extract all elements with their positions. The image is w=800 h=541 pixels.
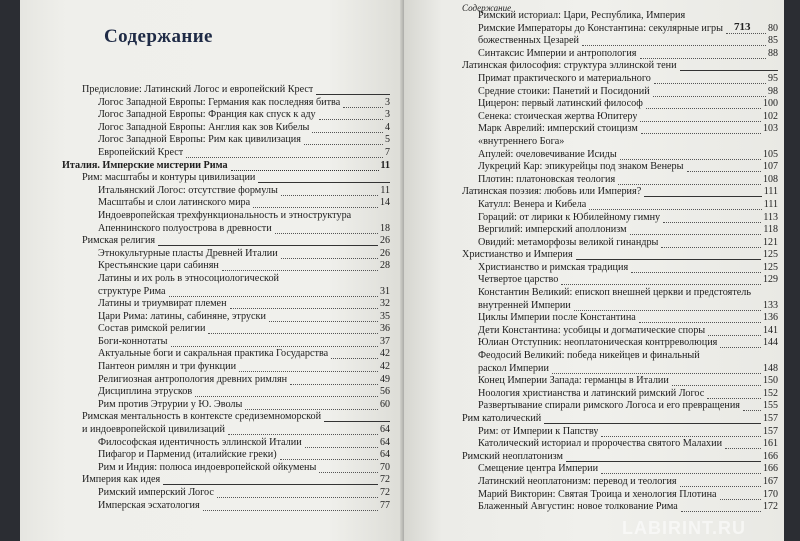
- toc-entry: [462, 35, 778, 48]
- toc-entry-page: 88: [768, 47, 778, 59]
- toc-leader-dots: [275, 233, 378, 234]
- toc-entry-title: Рим: от Империи к Папству: [478, 425, 599, 437]
- toc-entry-title: Римские Императоры до Константина: секулярные игры: [478, 22, 723, 34]
- toc-entry-title: Предисловие: Латинский Логос и европейский Крест: [82, 84, 314, 95]
- toc-leader-dots: [316, 94, 390, 95]
- toc-entry: [462, 363, 778, 376]
- page-title: Содержание: [104, 26, 213, 47]
- toc-entry-title: Латинская поэзия: любовь или Империя?: [462, 186, 642, 198]
- toc-entry-page: 105: [763, 148, 778, 160]
- toc-entry-page: 42: [380, 348, 390, 360]
- toc-leader-dots: [231, 170, 379, 171]
- toc-leader-dots: [281, 195, 378, 196]
- toc-entry: [82, 185, 390, 198]
- toc-entry-page: 136: [763, 312, 778, 324]
- toc-leader-dots: [343, 107, 383, 108]
- toc-entry-page: 35: [380, 310, 390, 322]
- toc-entry-page: 37: [380, 335, 390, 347]
- toc-entry-page: 98: [768, 85, 778, 97]
- toc-leader-dots: [544, 423, 761, 424]
- toc-entry: [82, 424, 390, 437]
- toc-entry-title: Юлиан Отступник: неоплатоническая контрреволюция: [478, 337, 718, 349]
- toc-leader-dots: [641, 133, 761, 134]
- toc-entry-page: 64: [380, 436, 390, 448]
- toc-entry-page: 95: [768, 72, 778, 84]
- toc-entry-title: Римская религия: [82, 235, 156, 247]
- toc-leader-dots: [708, 335, 761, 336]
- toc-leader-dots: [566, 461, 761, 462]
- toc-entry-page: 148: [763, 362, 778, 374]
- toc-entry: [462, 224, 778, 237]
- toc-entry-page: 11: [380, 159, 390, 171]
- toc-entry-page: 7: [385, 146, 390, 158]
- toc-entry: [82, 97, 390, 110]
- left-page: [20, 0, 404, 541]
- toc-entry: [462, 199, 778, 212]
- toc-leader-dots: [672, 385, 761, 386]
- toc-entry: [82, 248, 390, 261]
- toc-entry: [82, 474, 390, 487]
- toc-entry-page: 113: [763, 211, 778, 223]
- toc-entry-title: Марий Викторин: Святая Троица и хенология Плотина: [478, 488, 717, 500]
- toc-entry-page: 150: [763, 375, 778, 387]
- toc-entry-title: Пифагор и Парменид (италийские греки): [98, 449, 277, 461]
- toc-leader-dots: [269, 321, 378, 322]
- toc-entry-title: Цицерон: первый латинский философ: [478, 98, 643, 110]
- toc-entry: [462, 23, 778, 36]
- toc-leader-dots: [653, 96, 766, 97]
- toc-entry-page: 64: [380, 449, 390, 461]
- toc-entry-page: 56: [380, 386, 390, 398]
- toc-entry: [462, 237, 778, 250]
- toc-entry-page: 14: [380, 197, 390, 209]
- toc-entry-title: Христианство и римская традиция: [478, 261, 629, 273]
- toc-entry: [82, 500, 390, 513]
- toc-entry: [462, 489, 778, 502]
- toc-entry: [462, 186, 778, 199]
- toc-leader-dots: [720, 347, 761, 348]
- toc-entry-title: Религиозная антропология древних римлян: [98, 373, 288, 385]
- toc-entry-title: Смещение центра Империи: [478, 463, 599, 475]
- toc-entry-title: структуре Рима: [98, 285, 166, 297]
- toc-entry-page: 3: [385, 96, 390, 108]
- toc-entry-title: Римский неоплатонизм: [462, 450, 563, 462]
- toc-entry: [462, 212, 778, 225]
- toc-leader-dots: [281, 258, 378, 259]
- toc-entry: [462, 174, 778, 187]
- toc-leader-dots: [726, 33, 766, 34]
- toc-entry-title: Рим против Этрурии у Ю. Эволы: [98, 398, 243, 410]
- toc-leader-dots: [186, 157, 383, 158]
- toc-entry: [462, 388, 778, 401]
- toc-entry: [82, 386, 390, 399]
- toc-entry-page: 11: [380, 184, 390, 196]
- toc-entry-page: 32: [380, 298, 390, 310]
- toc-entry-title: Ноология христианства и латинский римский Логос: [478, 387, 705, 399]
- toc-entry-title: внутренней Империи: [478, 299, 571, 311]
- toc-entry-page: 3: [385, 109, 390, 121]
- toc-entry-title: Константин Великий: епископ внешней церкви и предстоятель: [478, 287, 752, 299]
- toc-entry-page: 155: [763, 400, 778, 412]
- toc-leader-dots: [720, 499, 761, 500]
- toc-leader-dots: [195, 396, 378, 397]
- toc-entry-page: 49: [380, 373, 390, 385]
- toc-leader-dots: [158, 245, 378, 246]
- toc-entry-page: 42: [380, 361, 390, 373]
- toc-entry: [82, 172, 390, 185]
- toc-leader-dots: [582, 45, 766, 46]
- toc-entry-title: Лукреций Кар: эпикурейцы под знаком Венеры: [478, 161, 684, 173]
- toc-entry-title: Вергилий: имперский аполлонизм: [478, 224, 627, 236]
- toc-entry-title: Синтаксис Империи и антропология: [478, 47, 637, 59]
- toc-entry: [462, 60, 778, 73]
- toc-entry-title: Европейский Крест: [98, 146, 184, 158]
- toc-entry-page: 85: [768, 35, 778, 47]
- toc-entry: [462, 48, 778, 61]
- toc-leader-dots: [654, 83, 766, 84]
- toc-leader-dots: [258, 182, 390, 183]
- toc-entry-page: 26: [380, 247, 390, 259]
- toc-entry: [82, 122, 390, 135]
- toc-entry-title: Римский историал: Цари, Республика, Империя: [478, 10, 686, 21]
- toc-entry-title: Апеннинского полуострова в древности: [98, 222, 272, 234]
- toc-entry: [462, 149, 778, 162]
- toc-leader-dots: [644, 196, 762, 197]
- toc-entry: [82, 348, 390, 361]
- toc-leader-dots: [171, 346, 378, 347]
- toc-leader-dots: [245, 409, 378, 410]
- toc-entry-page: 72: [380, 487, 390, 498]
- toc-entry: [82, 449, 390, 462]
- toc-leader-dots: [680, 70, 778, 71]
- toc-entry: [462, 463, 778, 476]
- toc-entry-title: Логос Западной Европы: Германия как последняя битва: [98, 96, 341, 108]
- toc-leader-dots: [208, 333, 378, 334]
- toc-entry-title: Развертывание спирали римского Логоса и его превращения: [478, 400, 740, 412]
- toc-entry-title: Логос Западной Европы: Рим как цивилизация: [98, 134, 301, 146]
- toc-leader-dots: [725, 448, 761, 449]
- toc-entry-title: Латины и триумвират племен: [98, 298, 227, 310]
- toc-entry: [462, 287, 778, 300]
- toc-entry-page: 166: [763, 463, 778, 475]
- toc-leader-dots: [312, 132, 383, 133]
- toc-entry-page: 28: [380, 260, 390, 272]
- running-head: Содержание: [462, 3, 512, 13]
- toc-entry: [82, 223, 390, 236]
- toc-leader-dots: [646, 108, 761, 109]
- toc-leader-dots: [203, 510, 378, 511]
- toc-entry-page: 107: [763, 161, 778, 173]
- toc-entry-page: 121: [763, 236, 778, 248]
- toc-leader-dots: [601, 436, 761, 437]
- toc-leader-dots: [640, 58, 766, 59]
- toc-leader-dots: [630, 234, 761, 235]
- toc-entry: [462, 123, 778, 136]
- toc-entry-title: Пантеон римлян и три функции: [98, 361, 237, 373]
- toc-entry-title: Средние стоики: Панетий и Посидоний: [478, 85, 650, 97]
- toc-entry-page: 60: [380, 398, 390, 410]
- toc-entry-title: Латинская философия: структура эллинской тени: [462, 60, 677, 72]
- toc-entry-page: 5: [385, 134, 390, 146]
- toc-entry: [82, 286, 390, 299]
- toc-entry: [82, 361, 390, 374]
- toc-leader-dots: [639, 322, 761, 323]
- toc-entry-page: 80: [768, 22, 778, 34]
- toc-entry-title: Рим: масштабы и контуры цивилизации: [82, 172, 256, 184]
- toc-entry-page: 108: [763, 173, 778, 185]
- toc-entry: [82, 487, 390, 500]
- toc-entry: [462, 98, 778, 111]
- toc-entry-title: Марк Аврелий: имперский стоицизм: [478, 123, 638, 135]
- toc-entry-title: Рим католический: [462, 413, 542, 424]
- toc-entry: [462, 300, 778, 313]
- toc-entry-page: 170: [763, 488, 778, 500]
- toc-entry: [82, 374, 390, 387]
- toc-entry-title: Боги-коннотаты: [98, 335, 168, 347]
- page-number: 713: [734, 21, 751, 33]
- toc-leader-dots: [680, 486, 761, 487]
- toc-entry-title: Империя как идея: [82, 474, 161, 486]
- toc-leader-dots: [319, 119, 383, 120]
- toc-entry: [462, 161, 778, 174]
- toc-entry-page: 167: [763, 475, 778, 487]
- toc-entry: [82, 399, 390, 412]
- toc-entry-page: 100: [763, 98, 778, 110]
- toc-entry-page: 72: [380, 474, 390, 486]
- toc-entry-title: Римская ментальность в контексте средиземноморской: [82, 411, 322, 423]
- toc-entry-title: Крестьянские цари сабинян: [98, 260, 219, 272]
- toc-list-right: [462, 10, 778, 514]
- toc-leader-dots: [589, 209, 762, 210]
- toc-entry-page: 70: [380, 461, 390, 473]
- toc-entry-page: 118: [763, 224, 778, 236]
- toc-entry: [82, 298, 390, 311]
- toc-entry-title: Рим и Индия: полюса индоевропейской ойкумены: [98, 461, 317, 473]
- toc-entry-page: 152: [763, 387, 778, 399]
- toc-entry-title: Итальянский Логос: отсутствие формулы: [98, 184, 278, 196]
- toc-leader-dots: [290, 384, 378, 385]
- toc-leader-dots: [304, 144, 383, 145]
- toc-entry: [462, 375, 778, 388]
- toc-leader-dots: [663, 222, 761, 223]
- toc-entry-title: Латинский неоплатонизм: перевод и теология: [478, 475, 677, 487]
- toc-entry-title: Циклы Империи после Константина: [478, 312, 636, 324]
- toc-entry-page: 125: [763, 249, 778, 261]
- toc-entry-title: Имперская эсхатология: [98, 499, 200, 511]
- toc-entry-title: Цари Рима: латины, сабиняне, этруски: [98, 310, 266, 322]
- toc-entry: [462, 501, 778, 514]
- toc-entry: [62, 159, 390, 173]
- toc-entry: [82, 311, 390, 324]
- toc-leader-dots: [561, 284, 761, 285]
- toc-entry-title: Философская идентичность эллинской Италии: [98, 436, 302, 448]
- toc-leader-dots: [331, 358, 378, 359]
- toc-entry-title: Катулл: Венера и Кибела: [478, 198, 587, 210]
- toc-entry-title: Этнокультурные пласты Древней Италии: [98, 247, 278, 259]
- toc-leader-dots: [618, 184, 761, 185]
- toc-entry-title: Индоевропейская трехфункциональность и этноструктура: [98, 209, 352, 221]
- toc-entry: [462, 136, 778, 149]
- toc-entry-title: Масштабы и слои латинского мира: [98, 197, 251, 209]
- toc-leader-dots: [230, 308, 378, 309]
- right-page: [404, 0, 784, 541]
- toc-leader-dots: [640, 121, 761, 122]
- toc-entry-page: 161: [763, 438, 778, 450]
- toc-entry: [82, 84, 390, 97]
- toc-entry-page: 133: [763, 299, 778, 311]
- toc-entry: [462, 10, 778, 23]
- toc-entry-page: 77: [380, 499, 390, 511]
- toc-entry-title: «внутреннего Бога»: [478, 135, 565, 147]
- toc-entry-page: 157: [763, 413, 778, 424]
- toc-entry: [462, 262, 778, 275]
- toc-entry-title: Актуальные боги и сакральная практика Государства: [98, 348, 329, 360]
- toc-entry-title: Конец Империи Запада: германцы в Италии: [478, 375, 669, 387]
- toc-entry-page: 125: [763, 261, 778, 273]
- watermark: LABIRINT.RU: [622, 518, 746, 538]
- toc-entry: [462, 413, 778, 426]
- toc-entry-title: божественных Цезарей: [478, 35, 579, 47]
- toc-entry: [82, 336, 390, 349]
- toc-leader-dots: [576, 259, 761, 260]
- toc-entry: [82, 437, 390, 450]
- toc-entry-page: 129: [763, 274, 778, 286]
- toc-leader-dots: [217, 497, 378, 498]
- toc-entry: [462, 476, 778, 489]
- toc-entry: [82, 462, 390, 475]
- toc-entry: [462, 312, 778, 325]
- toc-leader-dots: [707, 398, 761, 399]
- toc-entry-title: Четвертое царство: [478, 274, 559, 286]
- toc-entry-page: 157: [763, 425, 778, 437]
- toc-leader-dots: [620, 159, 761, 160]
- toc-entry: [82, 260, 390, 273]
- toc-leader-dots: [687, 171, 761, 172]
- toc-leader-dots: [163, 484, 378, 485]
- toc-leader-dots: [681, 511, 761, 512]
- toc-entry-title: Примат практического и материального: [478, 72, 651, 84]
- toc-leader-dots: [743, 410, 761, 411]
- toc-entry-title: Италия. Имперские мистерии Рима: [62, 159, 228, 171]
- toc-entry-page: 18: [380, 222, 390, 234]
- toc-entry: [462, 426, 778, 439]
- toc-entry-page: 31: [380, 285, 390, 297]
- toc-leader-dots: [631, 272, 761, 273]
- toc-entry: [462, 249, 778, 262]
- toc-entry-title: Овидий: метаморфозы великой гинандры: [478, 236, 659, 248]
- toc-entry: [462, 438, 778, 451]
- toc-entry-page: 26: [380, 235, 390, 247]
- toc-leader-dots: [253, 207, 378, 208]
- toc-entry-title: Апулей: очеловечивание Исиды: [478, 148, 617, 160]
- toc-entry: [462, 86, 778, 99]
- toc-leader-dots: [319, 472, 378, 473]
- toc-entry-page: 166: [763, 450, 778, 462]
- toc-entry-title: Римский имперский Логос: [98, 487, 214, 498]
- toc-entry-page: 111: [763, 198, 778, 210]
- toc-entry-title: Гораций: от лирики к Юбилейному гимну: [478, 211, 661, 223]
- toc-entry-page: 111: [763, 186, 778, 198]
- toc-entry: [82, 411, 390, 424]
- toc-entry-title: Логос Западной Европы: Франция как спуск к аду: [98, 109, 316, 121]
- toc-entry: [82, 210, 390, 223]
- toc-leader-dots: [574, 310, 761, 311]
- toc-entry-title: Христианство и Империя: [462, 249, 573, 261]
- toc-leader-dots: [552, 373, 761, 374]
- toc-leader-dots: [222, 270, 378, 271]
- toc-entry-page: 4: [385, 121, 390, 133]
- toc-entry: [462, 73, 778, 86]
- toc-leader-dots: [324, 421, 390, 422]
- toc-entry-title: Католический историал и пророчества святого Малахии: [478, 438, 723, 450]
- toc-entry-title: Блаженный Августин: новое толкование Рима: [478, 501, 678, 513]
- toc-entry: [82, 147, 390, 160]
- toc-entry-title: Дети Константина: усобицы и догматические споры: [478, 324, 706, 336]
- toc-entry-page: 172: [763, 501, 778, 513]
- toc-leader-dots: [239, 371, 378, 372]
- toc-entry-page: 36: [380, 323, 390, 335]
- toc-entry: [82, 197, 390, 210]
- toc-entry: [82, 109, 390, 122]
- toc-entry: [462, 350, 778, 363]
- toc-entry: [462, 337, 778, 350]
- toc-entry-title: Дисциплина этрусков: [98, 386, 193, 398]
- toc-entry-page: 64: [380, 424, 390, 436]
- toc-entry: [462, 274, 778, 287]
- toc-entry: [462, 111, 778, 124]
- toc-entry: [82, 323, 390, 336]
- toc-leader-dots: [280, 459, 378, 460]
- toc-entry-title: Сенека: стоическая жертва Юпитеру: [478, 110, 638, 122]
- toc-entry: [82, 134, 390, 147]
- toc-entry-title: Логос Западной Европы: Англия как зов Кибелы: [98, 121, 310, 133]
- toc-entry: [462, 325, 778, 338]
- toc-leader-dots: [169, 296, 378, 297]
- toc-entry: [82, 235, 390, 248]
- toc-entry: [82, 273, 390, 286]
- toc-entry-title: Состав римской религии: [98, 323, 206, 335]
- toc-entry-page: 103: [763, 123, 778, 135]
- toc-entry-title: раскол Империи: [478, 362, 549, 374]
- toc-entry-page: 102: [763, 110, 778, 122]
- toc-list-left: [62, 84, 390, 512]
- toc-entry-page: 141: [763, 324, 778, 336]
- toc-entry-title: Плотин: платоновская теология: [478, 173, 616, 185]
- toc-leader-dots: [661, 247, 761, 248]
- toc-entry-page: 144: [763, 337, 778, 349]
- toc-leader-dots: [228, 434, 378, 435]
- toc-entry-title: Феодосий Великий: победа никейцев и финальный: [478, 350, 700, 362]
- toc-leader-dots: [601, 473, 761, 474]
- toc-entry: [462, 400, 778, 413]
- toc-entry: [462, 451, 778, 464]
- toc-entry-title: Латины и их роль в этносоциологической: [98, 272, 280, 284]
- toc-leader-dots: [305, 447, 378, 448]
- toc-entry-title: и индоевропейской цивилизаций: [82, 424, 225, 436]
